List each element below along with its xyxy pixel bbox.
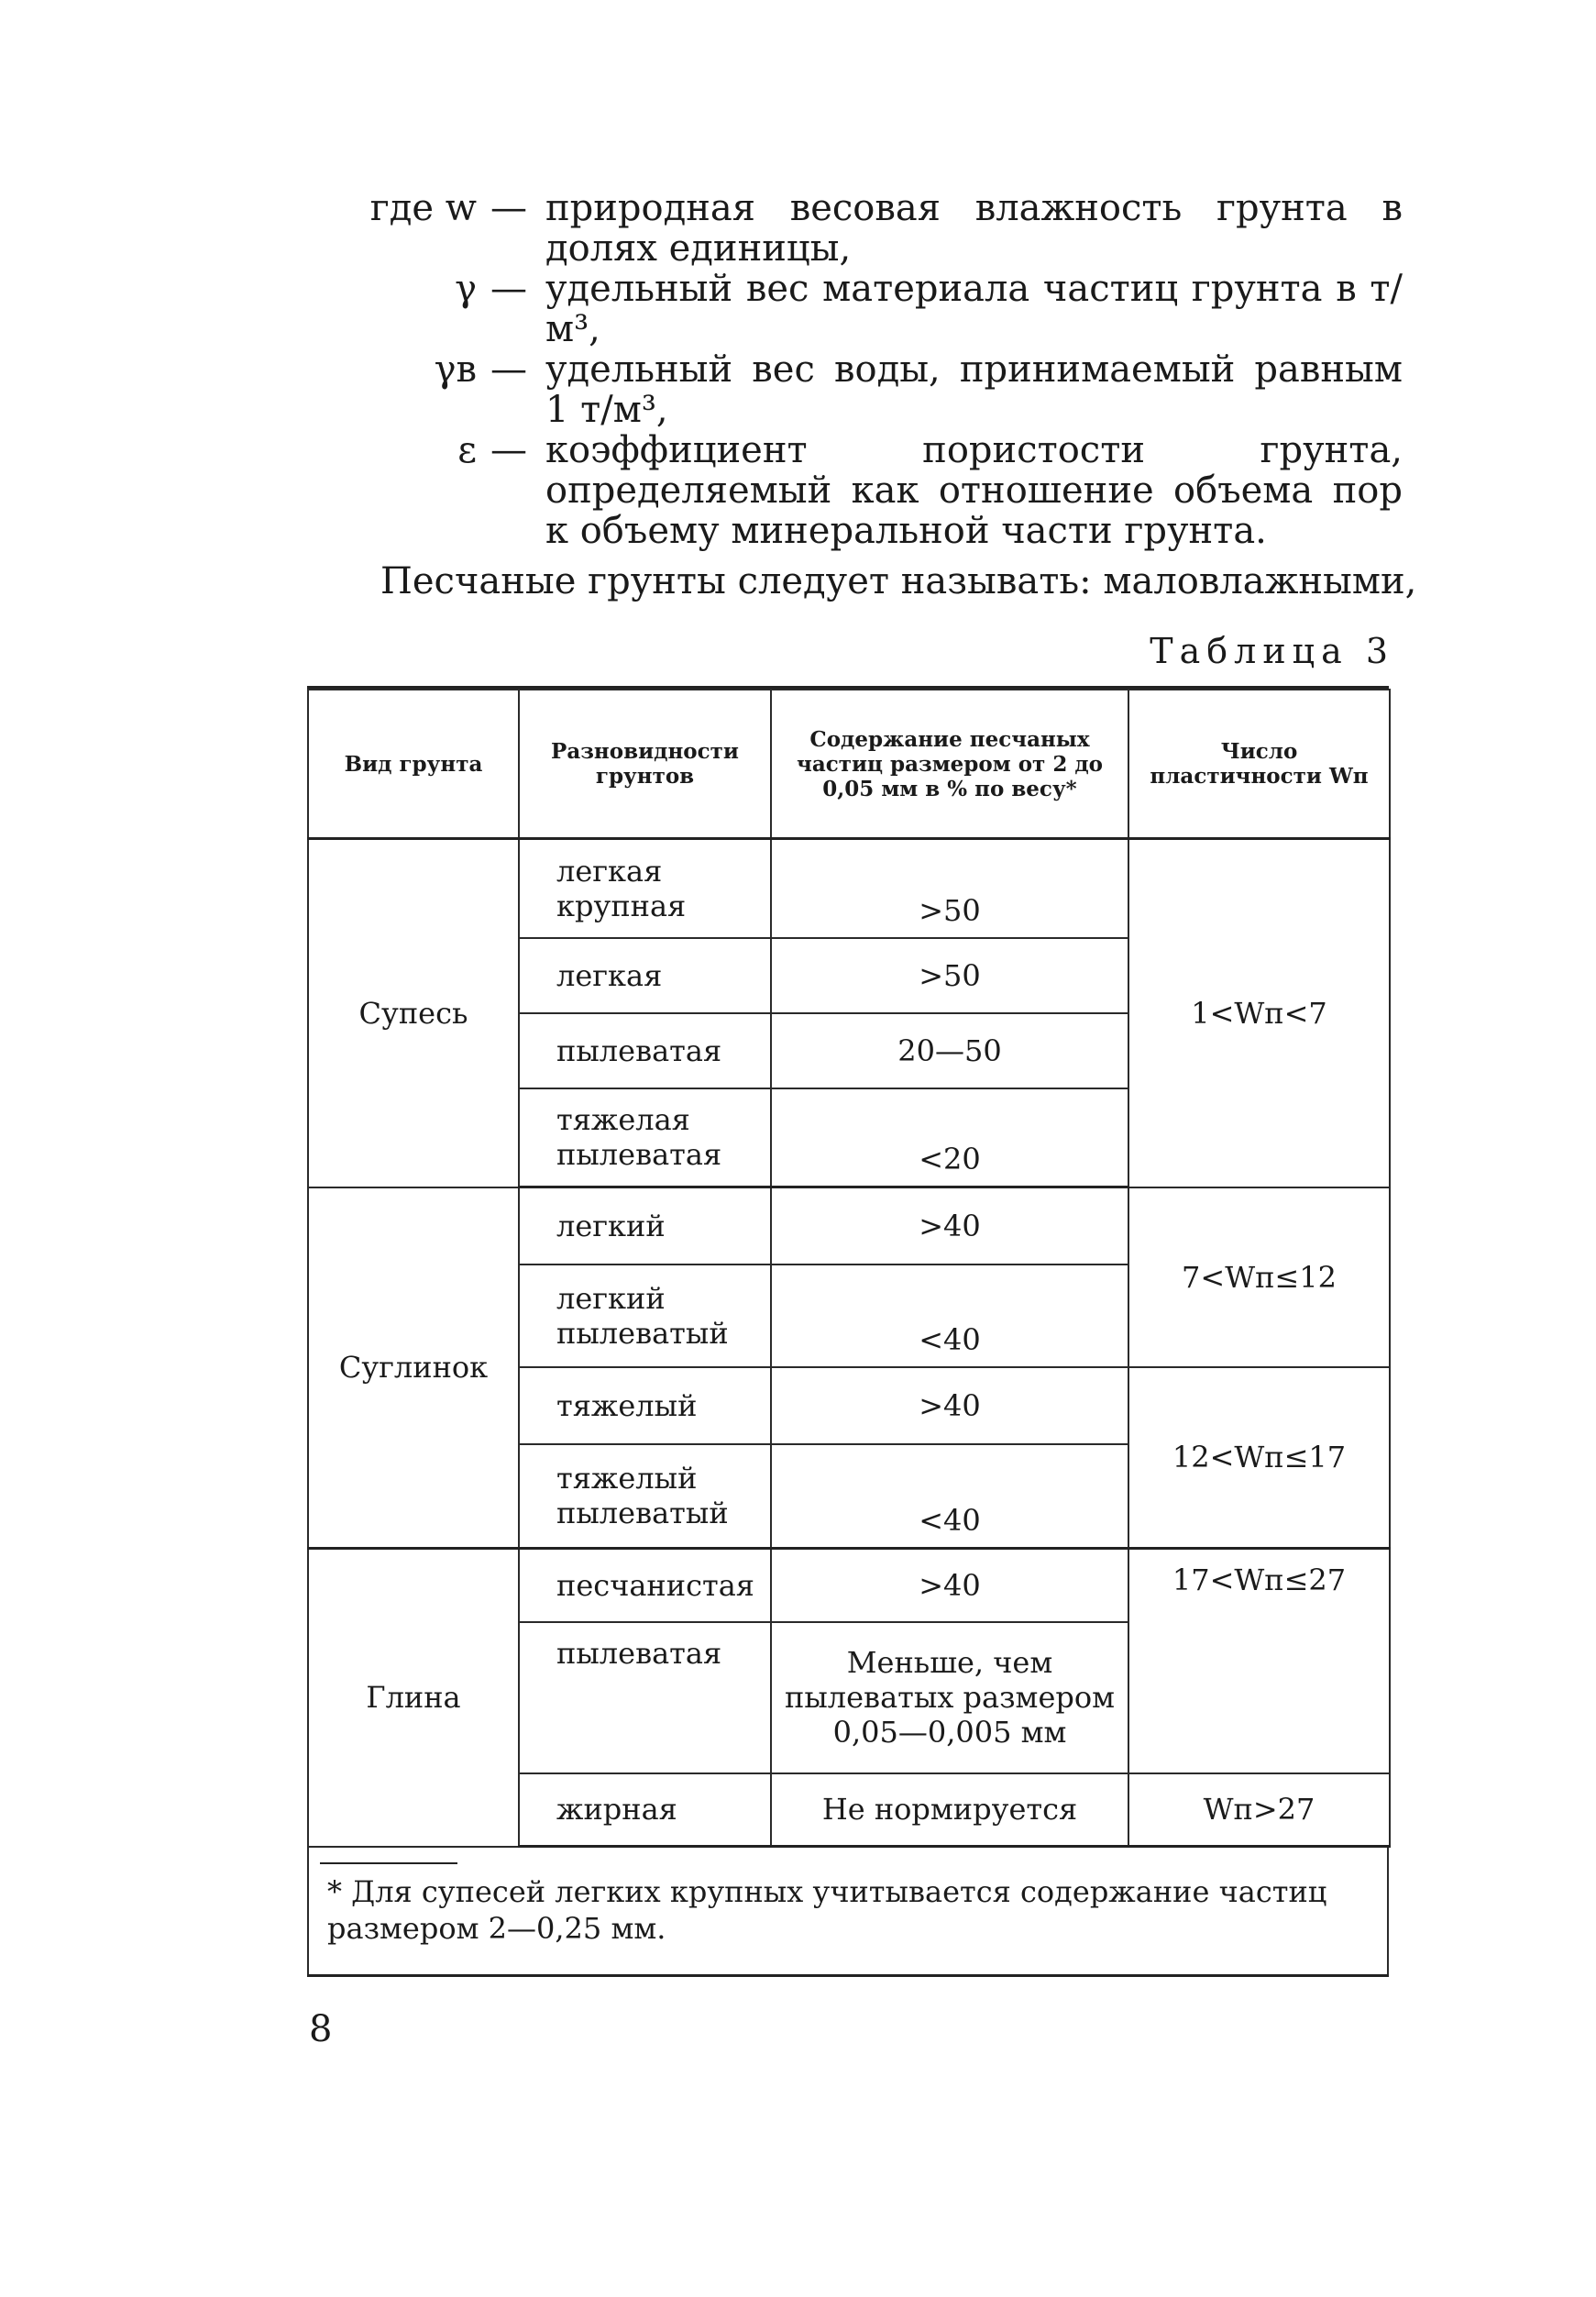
variety-cell: тяжелая пылеватая xyxy=(519,1088,771,1187)
table-label: Таблица 3 xyxy=(1150,631,1394,671)
table-footnote: * Для супесей легких крупных учитывается содержание частиц размером 2—0,25 мм. xyxy=(307,1848,1389,1974)
variety-cell: легкая крупная xyxy=(519,839,771,938)
header-content: Содержание песчаных частиц размером от 2 до 0,05 мм в % по весу* xyxy=(771,690,1128,839)
content-cell: >50 xyxy=(771,839,1128,938)
variety-cell: пылеватая xyxy=(519,1013,771,1088)
content-cell: >40 xyxy=(771,1367,1128,1444)
table-header-row xyxy=(308,690,1390,839)
definition-text: коэффициент пористости грунта, определяемый как отношение объема пор к объему минеральной части грунта. xyxy=(545,429,1403,552)
definition-dash: — xyxy=(490,187,527,229)
symbol-definitions xyxy=(303,188,1403,551)
plasticity-cell: Wп>27 xyxy=(1128,1773,1390,1847)
definition-gamma xyxy=(303,269,1403,349)
plasticity-cell: 1<Wп<7 xyxy=(1128,839,1390,1187)
content-cell: <20 xyxy=(771,1088,1128,1187)
definition-symbol: γв xyxy=(434,348,477,391)
kind-cell: Супесь xyxy=(308,839,519,1187)
definition-dash: — xyxy=(490,268,527,310)
soil-classification-table xyxy=(307,686,1389,1977)
variety-cell: жирная xyxy=(519,1773,771,1847)
content-cell: >50 xyxy=(771,938,1128,1013)
content-cell: 20—50 xyxy=(771,1013,1128,1088)
definition-dash: — xyxy=(490,429,527,471)
variety-cell: пылеватая xyxy=(519,1622,771,1773)
definition-symbol: где w xyxy=(369,187,477,229)
variety-cell: легкий xyxy=(519,1187,771,1264)
definition-gamma-water xyxy=(303,349,1403,430)
content-cell: >40 xyxy=(771,1187,1128,1264)
definition-text: удельный вес материала частиц грунта в т/м³, xyxy=(545,268,1403,350)
variety-cell: песчанистая xyxy=(519,1549,771,1622)
definition-symbol: γ xyxy=(455,268,477,310)
content-cell: Не нормируется xyxy=(771,1773,1128,1847)
definition-w xyxy=(303,188,1403,269)
kind-cell: Глина xyxy=(308,1549,519,1847)
header-plasticity: Число пластичности Wп xyxy=(1128,690,1390,839)
variety-cell: легкая xyxy=(519,938,771,1013)
variety-cell: тяжелый пылеватый xyxy=(519,1444,771,1549)
page-number: 8 xyxy=(309,2008,333,2050)
content-cell: <40 xyxy=(771,1444,1128,1549)
table-row xyxy=(308,839,1390,938)
variety-cell: тяжелый xyxy=(519,1367,771,1444)
definition-text: природная весовая влажность грунта в долях единицы, xyxy=(545,187,1403,270)
definition-dash: — xyxy=(490,348,527,391)
plasticity-cell: 7<Wп≤12 xyxy=(1128,1187,1390,1367)
definition-epsilon xyxy=(303,430,1403,551)
kind-cell: Суглинок xyxy=(308,1187,519,1549)
definition-text: удельный вес воды, принимаемый равным 1 т/м³, xyxy=(545,348,1403,431)
plasticity-cell: 12<Wп≤17 xyxy=(1128,1367,1390,1549)
content-cell: >40 xyxy=(771,1549,1128,1622)
variety-cell: легкий пылеватый xyxy=(519,1264,771,1367)
header-variety: Разновидности грунтов xyxy=(519,690,771,839)
header-kind: Вид грунта xyxy=(308,690,519,839)
content-cell: Меньше, чем пылеватых размером 0,05—0,005 мм xyxy=(771,1622,1128,1773)
table-row xyxy=(308,1187,1390,1264)
definition-symbol: ε xyxy=(457,429,477,471)
table-row xyxy=(308,1549,1390,1622)
content-cell: <40 xyxy=(771,1264,1128,1367)
plasticity-cell: 17<Wп≤27 xyxy=(1128,1549,1390,1773)
body-paragraph: Песчаные грунты следует называть: маловлажными, xyxy=(380,560,1417,602)
